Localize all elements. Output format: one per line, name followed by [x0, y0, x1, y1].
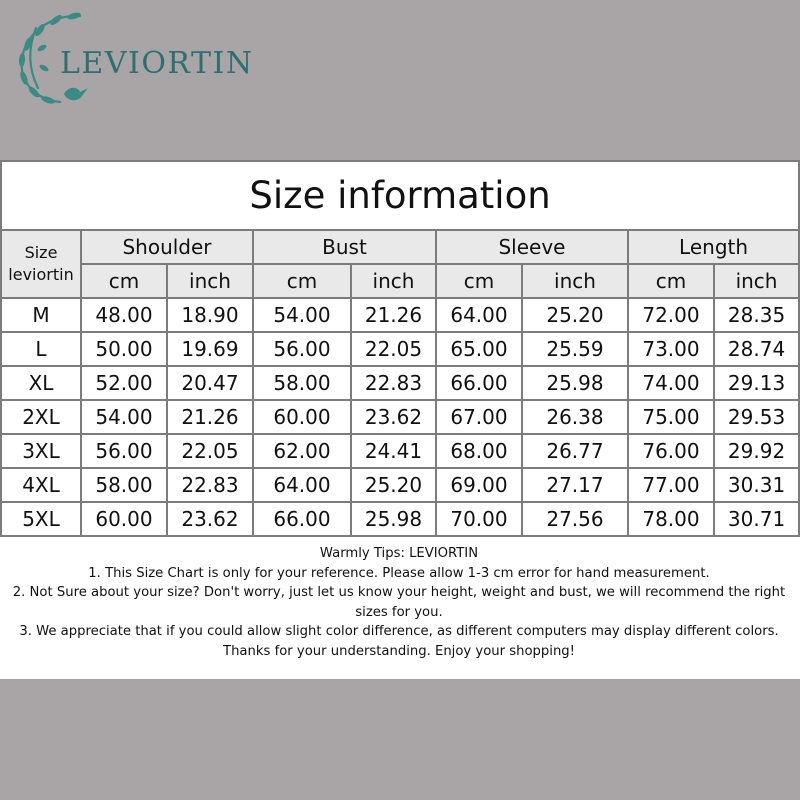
group-header-length: Length	[628, 230, 799, 264]
measurement-cell: 69.00	[436, 468, 522, 502]
measurement-cell: 58.00	[253, 366, 351, 400]
size-label-cell: 5XL	[1, 502, 81, 536]
size-label-cell: 3XL	[1, 434, 81, 468]
measurement-cell: 60.00	[253, 400, 351, 434]
measurement-cell: 78.00	[628, 502, 714, 536]
size-rows	[1, 298, 799, 536]
measurement-cell: 28.35	[714, 298, 799, 332]
measurement-cell: 66.00	[253, 502, 351, 536]
table-row	[1, 332, 799, 366]
size-label-cell: XL	[1, 366, 81, 400]
measurement-cell: 26.77	[522, 434, 628, 468]
measurement-cell: 70.00	[436, 502, 522, 536]
measurement-cell: 67.00	[436, 400, 522, 434]
table-row	[1, 434, 799, 468]
measurement-cell: 25.20	[351, 468, 436, 502]
table-row	[1, 298, 799, 332]
measurement-cell: 64.00	[253, 468, 351, 502]
tips-line: 2. Not Sure about your size? Don't worry, just let us know your height, weight and bust, we will recommend the right sizes for you.	[12, 585, 786, 620]
measurement-cell: 60.00	[81, 502, 167, 536]
size-label-cell: L	[1, 332, 81, 366]
size-column-header	[1, 230, 81, 298]
unit-header: inch	[522, 264, 628, 298]
measurement-cell: 24.41	[351, 434, 436, 468]
measurement-cell: 21.26	[167, 400, 253, 434]
measurement-cell: 27.17	[522, 468, 628, 502]
measurement-cell: 30.31	[714, 468, 799, 502]
brand-name: LEVIORTIN	[60, 46, 254, 81]
measurement-cell: 75.00	[628, 400, 714, 434]
measurement-cell: 23.62	[351, 400, 436, 434]
measurement-cell: 27.56	[522, 502, 628, 536]
measurement-cell: 50.00	[81, 332, 167, 366]
measurement-cell: 48.00	[81, 298, 167, 332]
measurement-cell: 64.00	[436, 298, 522, 332]
group-header-bust: Bust	[253, 230, 436, 264]
measurement-cell: 28.74	[714, 332, 799, 366]
measurement-cell: 73.00	[628, 332, 714, 366]
tips-heading: Warmly Tips: LEVIORTIN	[319, 546, 479, 561]
tips-section	[0, 544, 798, 661]
unit-header: cm	[628, 264, 714, 298]
measurement-cell: 21.26	[351, 298, 436, 332]
measurement-cell: 66.00	[436, 366, 522, 400]
unit-header: inch	[714, 264, 799, 298]
measurement-cell: 54.00	[81, 400, 167, 434]
measurement-cell: 77.00	[628, 468, 714, 502]
measurement-cell: 58.00	[81, 468, 167, 502]
measurement-cell: 20.47	[167, 366, 253, 400]
table-row	[1, 366, 799, 400]
size-header-line: Size	[24, 243, 58, 262]
measurement-cell: 72.00	[628, 298, 714, 332]
measurement-cell: 25.98	[351, 502, 436, 536]
measurement-cell: 26.38	[522, 400, 628, 434]
measurement-cell: 56.00	[253, 332, 351, 366]
size-label-cell: M	[1, 298, 81, 332]
measurement-cell: 29.13	[714, 366, 799, 400]
measurement-cell: 22.05	[167, 434, 253, 468]
unit-header: inch	[167, 264, 253, 298]
measurement-cell: 18.90	[167, 298, 253, 332]
group-header-sleeve: Sleeve	[436, 230, 628, 264]
measurement-cell: 62.00	[253, 434, 351, 468]
measurement-cell: 74.00	[628, 366, 714, 400]
table-row	[1, 468, 799, 502]
unit-header: cm	[81, 264, 167, 298]
measurement-cell: 23.62	[167, 502, 253, 536]
table-row	[1, 502, 799, 536]
measurement-cell: 22.83	[351, 366, 436, 400]
measurement-cell: 56.00	[81, 434, 167, 468]
measurement-cell: 65.00	[436, 332, 522, 366]
measurement-cell: 25.98	[522, 366, 628, 400]
measurement-cell: 19.69	[167, 332, 253, 366]
tips-line: Thanks for your understanding. Enjoy your shopping!	[223, 643, 575, 659]
size-table	[0, 160, 800, 537]
measurement-cell: 29.53	[714, 400, 799, 434]
page-title: Size information	[1, 161, 799, 230]
measurement-cell: 54.00	[253, 298, 351, 332]
size-label-cell: 4XL	[1, 468, 81, 502]
measurement-cell: 22.83	[167, 468, 253, 502]
measurement-cell: 25.59	[522, 332, 628, 366]
size-header-line: leviortin	[8, 265, 74, 284]
group-header-shoulder: Shoulder	[81, 230, 253, 264]
size-label-cell: 2XL	[1, 400, 81, 434]
measurement-cell: 30.71	[714, 502, 799, 536]
unit-header: cm	[436, 264, 522, 298]
measurement-cell: 22.05	[351, 332, 436, 366]
measurement-cell: 25.20	[522, 298, 628, 332]
tips-line: 3. We appreciate that if you could allow slight color difference, as different computers may display different colors.	[19, 624, 779, 639]
measurement-cell: 68.00	[436, 434, 522, 468]
size-chart-card	[0, 160, 800, 679]
measurement-cell: 76.00	[628, 434, 714, 468]
brand-logo	[8, 8, 278, 108]
measurement-cell: 29.92	[714, 434, 799, 468]
unit-header: inch	[351, 264, 436, 298]
tips-line: 1. This Size Chart is only for your reference. Please allow 1-3 cm error for hand measurement.	[88, 565, 710, 581]
measurement-cell: 52.00	[81, 366, 167, 400]
unit-header: cm	[253, 264, 351, 298]
table-row	[1, 400, 799, 434]
